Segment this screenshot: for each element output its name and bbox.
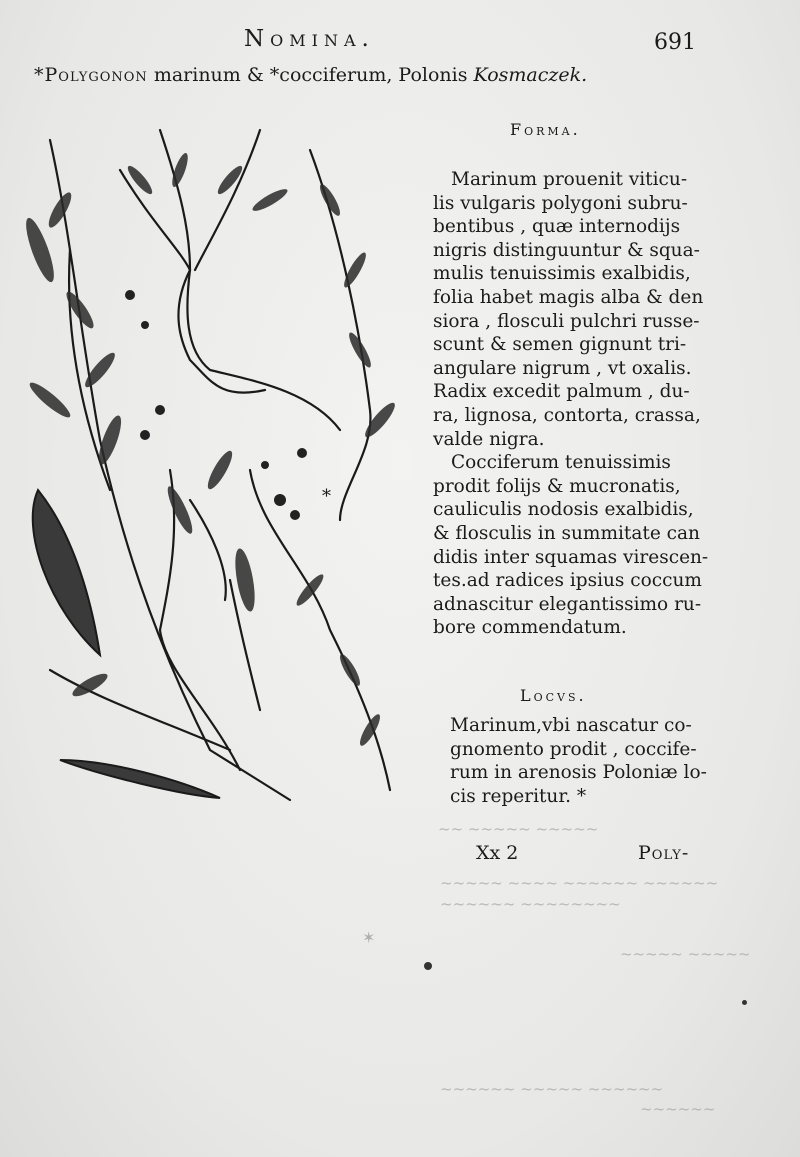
locus-line: cis reperitur. *: [450, 785, 587, 807]
page-number: 691: [654, 30, 696, 55]
running-title: Nomina.: [244, 26, 375, 52]
bleed-through-text: ~~~~~~: [640, 1100, 716, 1118]
locus-line: gnomento prodit , coccife-: [450, 738, 697, 760]
forma-line: Radix excedit palmum , du-: [433, 381, 690, 403]
forma-line: siora , flosculi pulchri russe-: [433, 310, 700, 332]
plant-title-prefix: *Polygonon: [34, 64, 148, 86]
bleed-through-text: ~~~~~ ~~~~ ~~~~~~ ~~~~~~: [440, 874, 719, 892]
forma-line: bore commendatum.: [433, 617, 627, 639]
forma-line: scunt & semen gignunt tri-: [433, 334, 687, 356]
forma-text: [433, 168, 709, 640]
locus-line: Marinum,vbi nascatur co-: [450, 715, 692, 736]
catchword: Poly-: [638, 842, 690, 864]
forma-line: bentibus , quæ internodijs: [433, 216, 681, 238]
forma-line: tes.ad radices ipsius coccum: [433, 570, 702, 592]
forma-line: prodit folijs & mucronatis,: [433, 475, 681, 497]
plant-title-main: marinum & *cocciferum, Polonis: [147, 64, 474, 86]
forma-line: angulare nigrum , vt oxalis.: [433, 357, 692, 379]
ink-spot: [742, 1000, 747, 1005]
bleed-through-text: ~~ ~~~~~ ~~~~~: [438, 820, 599, 838]
forma-line: valde nigra.: [433, 428, 545, 450]
forma-line: didis inter squamas virescen-: [433, 546, 709, 568]
forma-line: cauliculis nodosis exalbidis,: [433, 499, 694, 521]
svg-text:*: *: [322, 486, 331, 507]
bleed-through-text: ~~~~~~ ~~~~~~~~: [440, 895, 621, 913]
locus-text: [450, 714, 712, 808]
ink-spot: [424, 962, 432, 970]
locus-line: rum in arenosis Poloniæ lo-: [450, 762, 707, 784]
plant-title-polish-name: Kosmaczek.: [473, 64, 588, 86]
forma-line: Cocciferum tenuissimis: [451, 452, 671, 474]
forma-line: nigris distinguuntur & squa-: [433, 239, 700, 261]
forma-heading: Forma.: [510, 120, 581, 139]
plant-woodcut-illustration: [10, 110, 420, 810]
forma-line: & flosculis in summitate can: [433, 522, 700, 544]
signature-mark: Xx 2: [476, 842, 519, 864]
forma-line: adnascitur elegantissimo ru-: [433, 593, 702, 615]
forma-line: Marinum prouenit viticu-: [451, 169, 688, 190]
bleed-through-text: ~~~~~~ ~~~~~ ~~~~~~: [440, 1080, 664, 1098]
bleed-through-text: ~~~~~ ~~~~~: [620, 945, 751, 963]
locus-heading: Locvs.: [520, 686, 587, 705]
forma-line: ra, lignosa, contorta, crassa,: [433, 404, 701, 426]
forma-line: folia habet magis alba & den: [433, 286, 704, 308]
forma-line: mulis tenuissimis exalbidis,: [433, 263, 691, 285]
plant-title: [34, 64, 587, 86]
bleed-through-heading: ✶: [362, 928, 380, 947]
forma-line: lis vulgaris polygoni subru-: [433, 192, 688, 214]
